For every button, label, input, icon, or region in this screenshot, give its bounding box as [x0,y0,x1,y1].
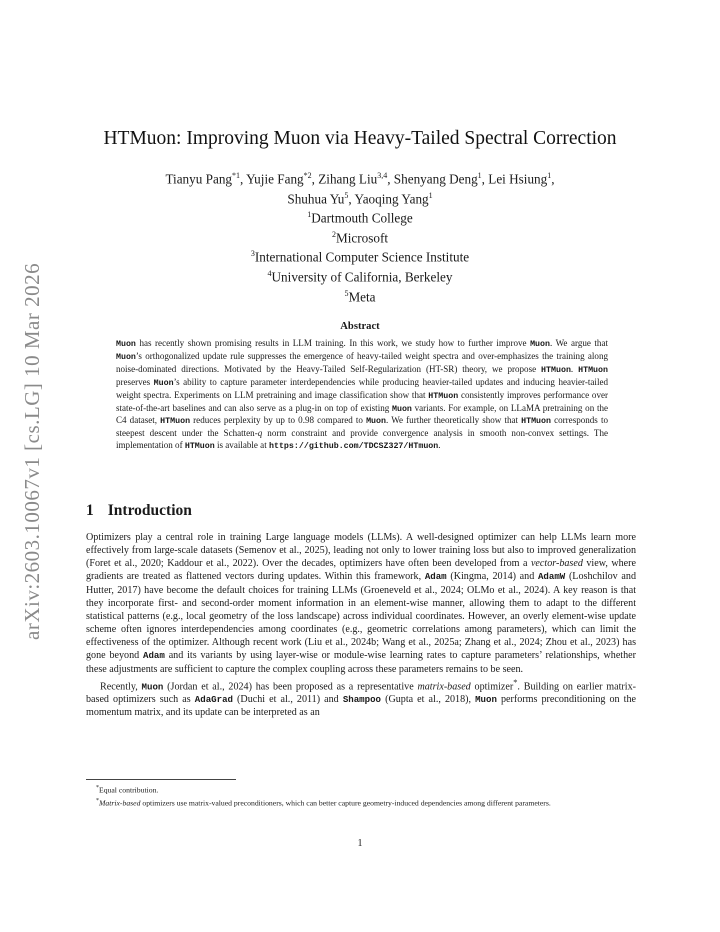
intro-body [86,531,636,720]
author-block [60,168,660,305]
footnote-2: *Matrix-based optimizers use matrix-valued preconditioners, which can better capture geometry-induced dependencies among different parameters. [96,797,551,808]
footnotes [86,783,636,809]
affiliation-3: $^3$International Computer Science Institute [250,249,470,265]
section-number: 1 [86,502,94,519]
authors-line-2: Shuhua Yu$^5$, Yaoqing Yang$^1$ [287,190,433,206]
affiliation-1: $^1$Dartmouth College [307,210,413,226]
affiliation-5: $^5$Meta [344,288,376,304]
affiliation-2: $^2$Microsoft [331,229,388,246]
page-number: 1 [357,838,363,849]
footnote-1: *Equal contribution. [96,785,159,795]
paper-title: HTMuon: Improving Muon via Heavy-Tailed Spectral Correction [103,128,617,149]
abstract-text: Muon has recently shown promising results in LLM training. In this work, we study how to further improve Muon. We argue that Muon’s orthogonalized update rule suppresses the emergence of heavy-tailed weight spectra and over-emphasizes the training along noise-dominated directions. Motivated by the Heavy-Tailed Self-Regularization (HT-SR) theory, we propose HTMuon. HTMuon preserves Muon’s ability to capture parameter interdependencies while producing heavier-tailed updates and inducing heavier-tailed weight spectra. Experiments on LLM pretraining and image classification show that HTMuon consistently improves performance over state-of-the-art baselines and can also serve as a plug-in on top of existing Muon variants. For example, on LLaMA pretraining on the C4 dataset, HTMuon reduces perplexity by up to 0.98 compared to Muon. We further theoretically show that HTMuon corresponds to steepest descent under the Schatten-q norm constraint and provide convergence analysis in smooth non-convex settings. The implementation of HTMuon is available at https://github.com/TDCSZ327/HTmuon. [116,338,608,452]
footnote-rule [86,779,236,780]
intro-paragraph-2: Recently, Muon (Jordan et al., 2024) has been proposed as a representative matrix-based optimizer*. Building on earlier matrix-based optimizers such as AdaGrad (Duchi et al., 2011) and Shampoo (Gupta et al., 2018), Muon performs preconditioning on the momentum matrix, and its update can be interpreted as an [86,677,636,719]
abstract-heading: Abstract [340,321,380,332]
github-link[interactable]: https://github.com/TDCSZ327/HTmuon [268,442,439,452]
authors-line-1: Tianyu Pang$^{*1}$, Yujie Fang$^{*2}$, Zihang Liu$^{3,4}$, Shenyang Deng$^1$, Lei Hsiung$^1$, [165,171,555,187]
section-heading [86,502,192,520]
intro-paragraph-1: Optimizers play a central role in training Large language models (LLMs). A well-designed optimizer can help LLMs learn more effectively from large-scale datasets (Semenov et al., 2025), leading not only to lower training loss but also to improved generalization (Foret et al., 2020; Kaddour et al., 2022). Over the decades, optimizers have often been developed from a vector-based view, where gradients are treated as flattened vectors during updates. Within this framework, Adam (Kingma, 2014) and AdamW (Loshchilov and Hutter, 2017) have become the default choices for training LLMs (Groeneveld et al., 2024; OLMo et al., 2024). A key reason is that they incorporate first- and second-order moment information in an element-wise manner, allowing them to adapt to the different statistical patterns (e.g., local geometry of the loss landscape) across individual coordinates. However, an overly element-wise update scheme often ignores interdependencies among coordinates (e.g., geometric correlations among parameters), which can limit the effectiveness of the optimizer. Although recent work (Liu et al., 2024b; Wang et al., 2025a; Zhang et al., 2024; Zhou et al., 2023) has gone beyond Adam and its variants by using layer-wise or module-wise learning rates to capture parameters’ relationships, whether these adjustments are sufficient to capture the complex coupling across these parameters remains to be seen. [86,532,636,675]
arxiv-identifier: arXiv:2603.10067v1 [cs.LG] 10 Mar 2026 [19,262,44,640]
affiliation-4: $^4$University of California, Berkeley [267,268,453,285]
section-title: Introduction [107,502,192,519]
